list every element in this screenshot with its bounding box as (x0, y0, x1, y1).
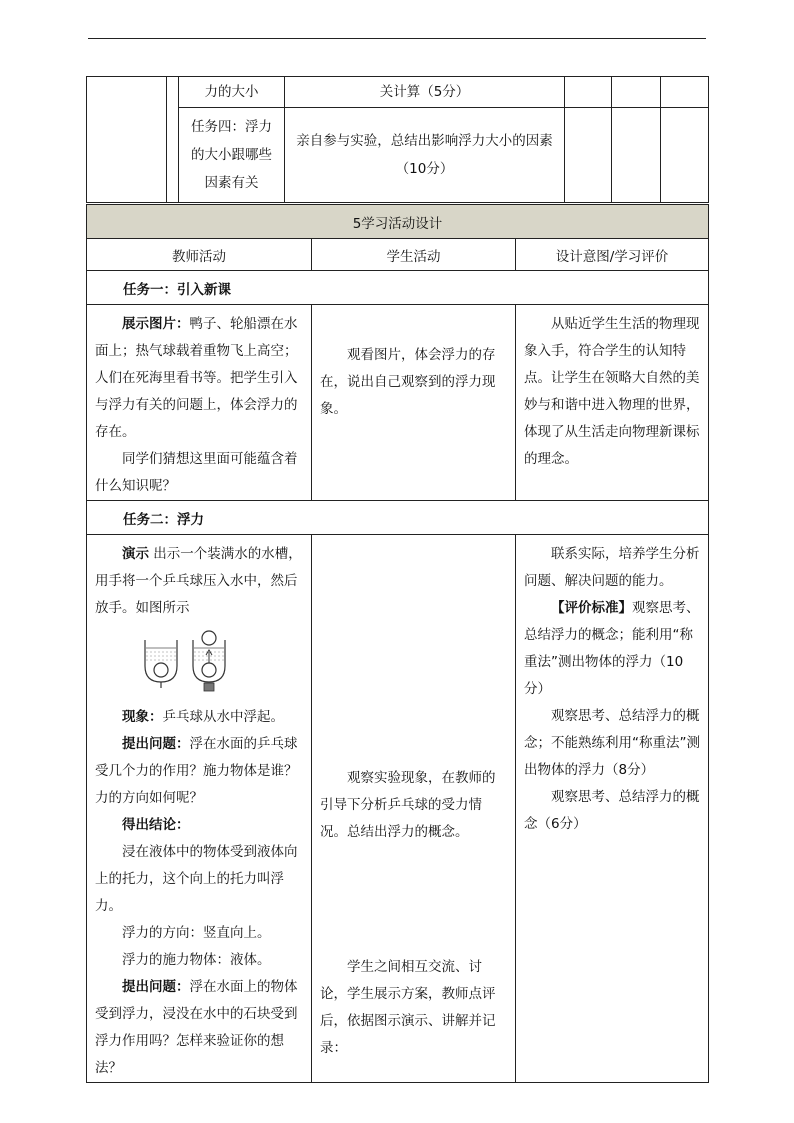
score-cell (661, 108, 709, 203)
blank-cell (167, 77, 179, 203)
task1-teacher-cell: 展示图片：鸭子、轮船漂在水面上；热气球载着重物飞上高空；人们在死海里看书等。把学生引入与浮力有关的问题上，体会浮力的存在。 同学们猜想这里面可能蕴含着什么知识呢？ (87, 305, 312, 501)
water-tank-ping-pong-icon (143, 630, 253, 696)
score-cell (565, 77, 612, 108)
score-cell (612, 108, 661, 203)
evaluation-table-fragment (86, 76, 709, 203)
score-cell (661, 77, 709, 108)
task2-student-cell: 观察实验现象，在教师的引导下分析乒乓球的受力情况。总结出浮力的概念。 学生之间相互交流、讨论，学生展示方案，教师点评后，依据图示演示、讲解并记录： (312, 535, 516, 1083)
content-cell: 关计算（5分） (285, 77, 565, 108)
paragraph: 同学们猜想这里面可能蕴含着什么知识呢？ (95, 451, 298, 494)
task2-teacher-cell: 演示 出示一个装满水的水槽，用手将一个乒乓球压入水中，然后放手。如图所示 现象：乒乓球从水中浮起。 提出问题：浮在水面的乒乓球受几个力的作用？施力物体是谁？力的方向如何呢？ 得出结论： 浸在液体中的物体受到液体向上的托力，这个向上的托力叫浮力。 浮力的方向：竖直向上。 浮力的施力物体：液体。 提出问题：浮在水面上的物体受到浮力，浸没在水中的石块受到浮力作用吗？怎样来验证你的想法？ (87, 535, 312, 1083)
header-student-activity: 学生活动 (312, 239, 516, 271)
topic-cell: 任务四：浮力的大小跟哪些因素有关 (179, 108, 285, 203)
blank-cell (87, 77, 167, 203)
header-teacher-activity: 教师活动 (87, 239, 312, 271)
learning-activity-table (86, 204, 709, 1083)
task2-title: 任务二：浮力 (87, 501, 709, 535)
task1-design-cell: 从贴近学生生活的物理现象入手，符合学生的认知特点。让学生在领略大自然的美妙与和谐中进入物理的世界，体现了从生活走向物理新课标的理念。 (516, 305, 709, 501)
score-cell (612, 77, 661, 108)
header-rule (88, 38, 706, 39)
label: 展示图片： (122, 316, 190, 332)
task1-student-cell: 观看图片，体会浮力的存在，说出自己观察到的浮力现象。 (312, 305, 516, 501)
score-cell (565, 108, 612, 203)
topic-cell: 力的大小 (179, 77, 285, 108)
content-cell: 亲自参与实验，总结出影响浮力大小的因素（10分） (285, 108, 565, 203)
section-title: 5学习活动设计 (87, 205, 709, 239)
header-design-intent: 设计意图/学习评价 (516, 239, 709, 271)
task1-title: 任务一：引入新课 (87, 271, 709, 305)
experiment-figure (95, 630, 303, 700)
task2-design-cell: 联系实际，培养学生分析问题、解决问题的能力。 【评价标准】观察思考、总结浮力的概念；能利用“称重法”测出物体的浮力（10分） 观察思考、总结浮力的概念；不能熟练利用“称重法”测出物体的浮力（8分） 观察思考、总结浮力的概念（6分） (516, 535, 709, 1083)
